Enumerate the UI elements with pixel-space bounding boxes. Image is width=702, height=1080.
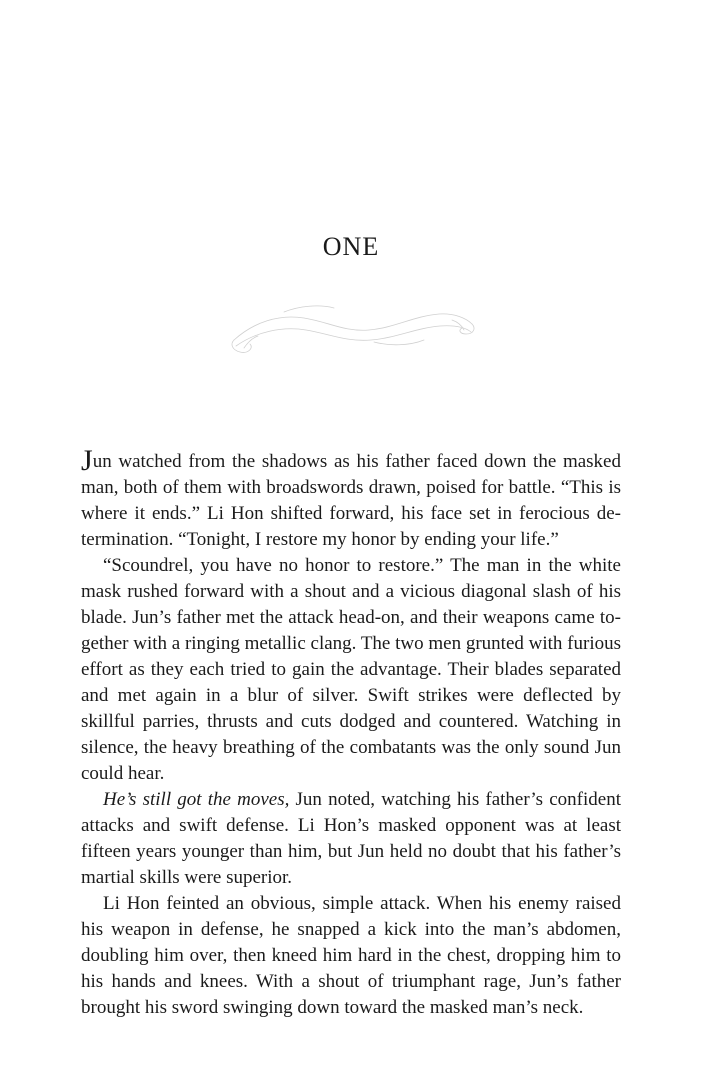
paragraph-3 xyxy=(81,787,621,891)
paragraph-4 xyxy=(81,891,621,1021)
paragraph-2 xyxy=(81,553,621,787)
drop-cap: J xyxy=(81,444,93,477)
chapter-title: ONE xyxy=(322,232,380,261)
paragraph-1 xyxy=(81,444,621,553)
paragraph-text: Jun noted, watching his father’s confident attacks and swift defense. Li Hon’s masked opponent was at least fifteen years younger than him, but Jun held no doubt that his father’s martial skills were superior. xyxy=(81,789,621,888)
ribbon-flourish-icon xyxy=(224,292,480,372)
chapter-body xyxy=(81,444,621,1021)
paragraph-text: Li Hon feinted an obvious, simple attack. When his enemy raised his weapon in defense, he snapped a kick into the man’s abdomen, doubling him over, then kneed him hard in the chest, dropping him to his hands and knees. With a shout of triumphant rage, Jun’s father brought his sword swinging down toward the masked man’s neck. xyxy=(81,893,621,1018)
paragraph-text: un watched from the shadows as his father faced down the masked man, both of them with broadswords drawn, poised for battle. “This is where it ends.” Li Hon shifted forward, his face set in ferocious determination. “Tonight, I restore my honor by ending your life.” xyxy=(81,451,621,550)
paragraph-text: “Scoundrel, you have no honor to restore.” The man in the white mask rushed forward with a shout and a vicious diagonal slash of his blade. Jun’s father met the attack head-on, and their weapons came together with a ringing metallic clang. The two men grunted with furious effort as they each tried to gain the advantage. Their blades separated and met again in a blur of silver. Swift strikes were deflected by skillful parries, thrusts and cuts dodged and countered. Watching in silence, the heavy breathing of the combatants was the only sound Jun could hear. xyxy=(81,555,621,784)
italic-thought: He’s still got the moves, xyxy=(103,789,290,810)
